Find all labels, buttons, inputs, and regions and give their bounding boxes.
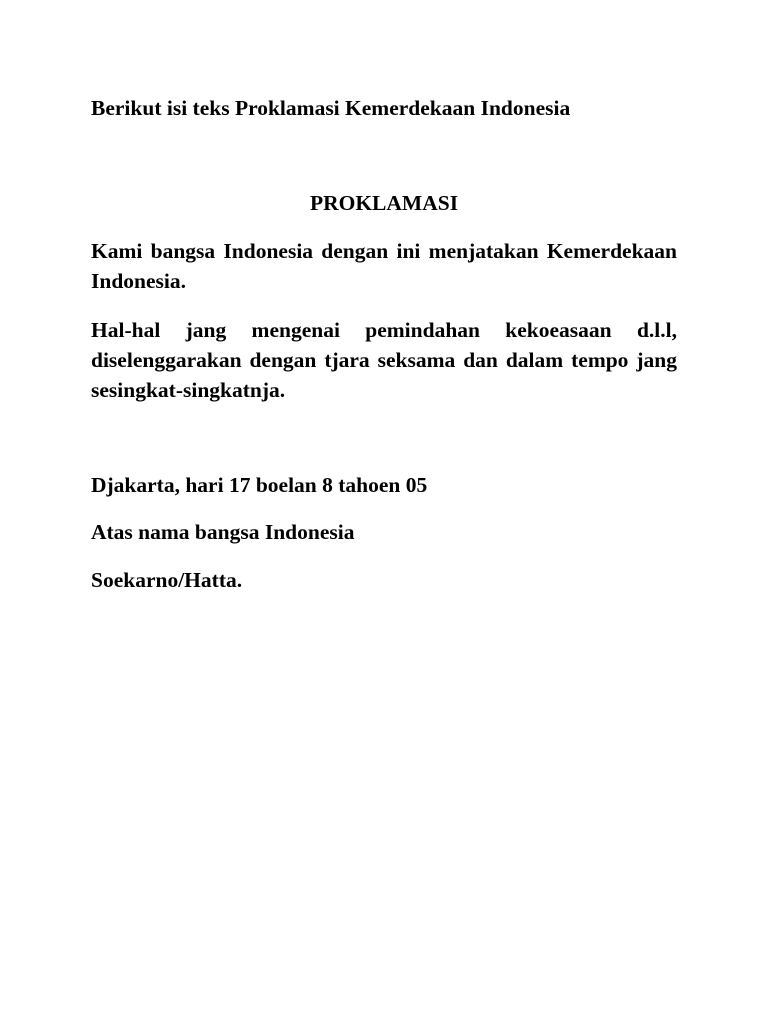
proclamation-title: PROKLAMASI	[309, 191, 459, 215]
intro-heading: Berikut isi teks Proklamasi Kemerdekaan Indonesia	[91, 96, 571, 120]
signatories-line: Soekarno/Hatta.	[91, 568, 243, 592]
proclamation-paragraph-1: Kami bangsa Indonesia dengan ini menjatakan Kemerdekaan Indonesia.	[91, 239, 677, 293]
proclamation-paragraph-2: Hal-hal jang mengenai pemindahan kekoeasaan d.l.l, diselenggarakan dengan tjara seksama dan dalam tempo jang sesingkat-singkatnja.	[91, 318, 677, 402]
on-behalf-line: Atas nama bangsa Indonesia	[91, 520, 355, 544]
place-date-line: Djakarta, hari 17 boelan 8 tahoen 05	[91, 473, 428, 497]
